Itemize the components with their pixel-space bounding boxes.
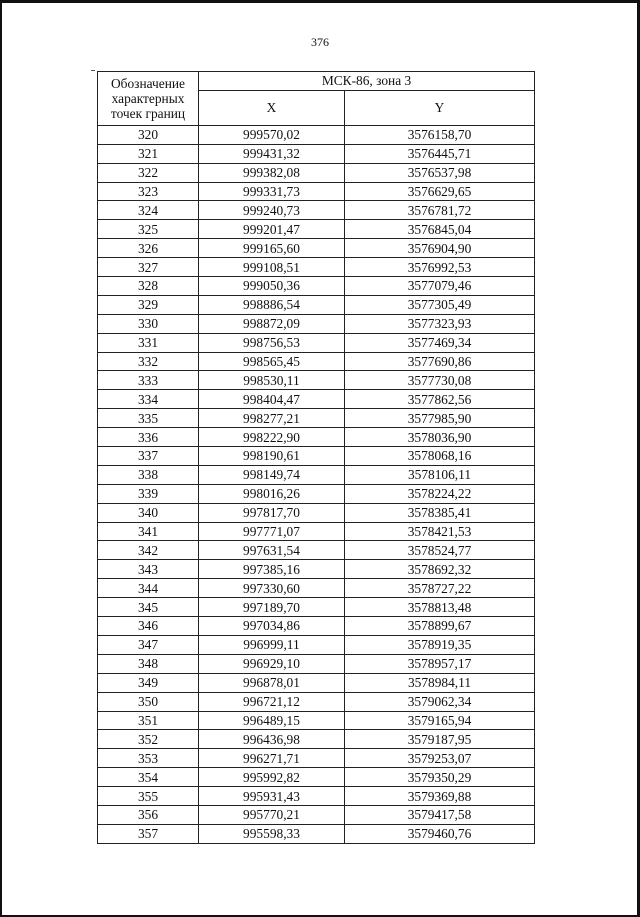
cell-y: 3578957,17 xyxy=(345,654,535,673)
cell-x: 999201,47 xyxy=(199,220,345,239)
cell-y: 3578727,22 xyxy=(345,579,535,598)
table-row xyxy=(98,503,535,522)
cell-x: 998222,90 xyxy=(199,428,345,447)
cell-point-id: 345 xyxy=(98,598,199,617)
cell-y: 3579165,94 xyxy=(345,711,535,730)
cell-point-id: 323 xyxy=(98,182,199,201)
table-row xyxy=(98,371,535,390)
table-row xyxy=(98,163,535,182)
table-row xyxy=(98,428,535,447)
cell-point-id: 320 xyxy=(98,125,199,144)
table-row xyxy=(98,598,535,617)
cell-y: 3576537,98 xyxy=(345,163,535,182)
cell-x: 998886,54 xyxy=(199,295,345,314)
cell-y: 3578919,35 xyxy=(345,635,535,654)
cell-y: 3579187,95 xyxy=(345,730,535,749)
table-row xyxy=(98,239,535,258)
cell-point-id: 334 xyxy=(98,390,199,409)
cell-y: 3578036,90 xyxy=(345,428,535,447)
cell-x: 997631,54 xyxy=(199,541,345,560)
cell-x: 996929,10 xyxy=(199,654,345,673)
table-row xyxy=(98,409,535,428)
table-row xyxy=(98,390,535,409)
cell-point-id: 328 xyxy=(98,277,199,296)
table-row xyxy=(98,541,535,560)
cell-point-id: 335 xyxy=(98,409,199,428)
cell-y: 3579417,58 xyxy=(345,805,535,824)
cell-x: 998277,21 xyxy=(199,409,345,428)
cell-x: 996721,12 xyxy=(199,692,345,711)
cell-point-id: 352 xyxy=(98,730,199,749)
cell-point-id: 344 xyxy=(98,579,199,598)
cell-y: 3577862,56 xyxy=(345,390,535,409)
cell-x: 996878,01 xyxy=(199,673,345,692)
cell-y: 3579369,88 xyxy=(345,787,535,806)
cell-x: 997771,07 xyxy=(199,522,345,541)
table-row xyxy=(98,125,535,144)
cell-x: 998872,09 xyxy=(199,314,345,333)
cell-point-id: 321 xyxy=(98,144,199,163)
cell-x: 999331,73 xyxy=(199,182,345,201)
page-number: 376 xyxy=(311,35,329,49)
cell-y: 3578692,32 xyxy=(345,560,535,579)
cell-y: 3576904,90 xyxy=(345,239,535,258)
cell-point-id: 332 xyxy=(98,352,199,371)
table-row xyxy=(98,484,535,503)
scan-mark xyxy=(91,70,95,71)
cell-x: 995770,21 xyxy=(199,805,345,824)
table-row xyxy=(98,768,535,787)
table-row xyxy=(98,824,535,843)
cell-point-id: 354 xyxy=(98,768,199,787)
cell-point-id: 330 xyxy=(98,314,199,333)
cell-x: 997330,60 xyxy=(199,579,345,598)
cell-y: 3579460,76 xyxy=(345,824,535,843)
table-row xyxy=(98,220,535,239)
table-row xyxy=(98,617,535,636)
cell-x: 999165,60 xyxy=(199,239,345,258)
cell-x: 996999,11 xyxy=(199,635,345,654)
table-row xyxy=(98,333,535,352)
table-row xyxy=(98,295,535,314)
cell-x: 998565,45 xyxy=(199,352,345,371)
table-row xyxy=(98,522,535,541)
cell-x: 999431,32 xyxy=(199,144,345,163)
cell-x: 999108,51 xyxy=(199,258,345,277)
cell-y: 3576445,71 xyxy=(345,144,535,163)
cell-x: 998404,47 xyxy=(199,390,345,409)
cell-y: 3577305,49 xyxy=(345,295,535,314)
cell-point-id: 324 xyxy=(98,201,199,220)
table-row xyxy=(98,635,535,654)
table-row xyxy=(98,447,535,466)
table-row xyxy=(98,465,535,484)
cell-y: 3578813,48 xyxy=(345,598,535,617)
header-x: X xyxy=(199,90,345,125)
cell-x: 999382,08 xyxy=(199,163,345,182)
cell-y: 3579350,29 xyxy=(345,768,535,787)
scan-border-top xyxy=(0,0,640,3)
cell-point-id: 355 xyxy=(98,787,199,806)
cell-y: 3578899,67 xyxy=(345,617,535,636)
cell-y: 3577690,86 xyxy=(345,352,535,371)
cell-y: 3577079,46 xyxy=(345,277,535,296)
cell-x: 995598,33 xyxy=(199,824,345,843)
cell-y: 3578068,16 xyxy=(345,447,535,466)
cell-x: 995992,82 xyxy=(199,768,345,787)
cell-point-id: 357 xyxy=(98,824,199,843)
table-row xyxy=(98,277,535,296)
cell-x: 996271,71 xyxy=(199,749,345,768)
cell-x: 999570,02 xyxy=(199,125,345,144)
cell-x: 998016,26 xyxy=(199,484,345,503)
cell-point-id: 331 xyxy=(98,333,199,352)
table-row xyxy=(98,787,535,806)
cell-x: 996436,98 xyxy=(199,730,345,749)
cell-x: 997817,70 xyxy=(199,503,345,522)
cell-point-id: 333 xyxy=(98,371,199,390)
cell-y: 3578224,22 xyxy=(345,484,535,503)
cell-y: 3579253,07 xyxy=(345,749,535,768)
cell-point-id: 341 xyxy=(98,522,199,541)
cell-x: 996489,15 xyxy=(199,711,345,730)
cell-x: 998190,61 xyxy=(199,447,345,466)
cell-point-id: 327 xyxy=(98,258,199,277)
cell-y: 3578524,77 xyxy=(345,541,535,560)
cell-x: 997034,86 xyxy=(199,617,345,636)
cell-point-id: 326 xyxy=(98,239,199,258)
table-row xyxy=(98,692,535,711)
table-row xyxy=(98,182,535,201)
cell-y: 3578106,11 xyxy=(345,465,535,484)
table-row xyxy=(98,579,535,598)
cell-point-id: 336 xyxy=(98,428,199,447)
table-row xyxy=(98,654,535,673)
cell-y: 3577469,34 xyxy=(345,333,535,352)
cell-point-id: 349 xyxy=(98,673,199,692)
header-designation: Обозначение характерных точек границ xyxy=(98,72,199,126)
cell-y: 3578421,53 xyxy=(345,522,535,541)
cell-x: 998530,11 xyxy=(199,371,345,390)
cell-point-id: 342 xyxy=(98,541,199,560)
cell-point-id: 350 xyxy=(98,692,199,711)
table-row xyxy=(98,314,535,333)
cell-x: 998149,74 xyxy=(199,465,345,484)
cell-point-id: 322 xyxy=(98,163,199,182)
cell-x: 995931,43 xyxy=(199,787,345,806)
table-row xyxy=(98,673,535,692)
scan-border-left xyxy=(0,0,2,917)
table-row xyxy=(98,749,535,768)
cell-y: 3577985,90 xyxy=(345,409,535,428)
header-y: Y xyxy=(345,90,535,125)
cell-point-id: 325 xyxy=(98,220,199,239)
cell-y: 3576781,72 xyxy=(345,201,535,220)
cell-x: 998756,53 xyxy=(199,333,345,352)
table-row xyxy=(98,144,535,163)
cell-y: 3576629,65 xyxy=(345,182,535,201)
cell-x: 999050,36 xyxy=(199,277,345,296)
cell-point-id: 337 xyxy=(98,447,199,466)
cell-y: 3577323,93 xyxy=(345,314,535,333)
cell-point-id: 346 xyxy=(98,617,199,636)
cell-y: 3576158,70 xyxy=(345,125,535,144)
cell-point-id: 356 xyxy=(98,805,199,824)
cell-y: 3576845,04 xyxy=(345,220,535,239)
cell-point-id: 338 xyxy=(98,465,199,484)
table-row xyxy=(98,201,535,220)
cell-y: 3578385,41 xyxy=(345,503,535,522)
cell-point-id: 351 xyxy=(98,711,199,730)
table-row xyxy=(98,711,535,730)
cell-y: 3578984,11 xyxy=(345,673,535,692)
cell-y: 3576992,53 xyxy=(345,258,535,277)
table-body xyxy=(98,125,535,843)
header-coordinate-system: МСК-86, зона 3 xyxy=(199,72,535,91)
table-row xyxy=(98,258,535,277)
cell-point-id: 340 xyxy=(98,503,199,522)
cell-point-id: 329 xyxy=(98,295,199,314)
table-row xyxy=(98,352,535,371)
cell-point-id: 347 xyxy=(98,635,199,654)
cell-x: 999240,73 xyxy=(199,201,345,220)
cell-y: 3579062,34 xyxy=(345,692,535,711)
cell-point-id: 339 xyxy=(98,484,199,503)
cell-x: 997189,70 xyxy=(199,598,345,617)
cell-point-id: 343 xyxy=(98,560,199,579)
cell-point-id: 348 xyxy=(98,654,199,673)
table-row xyxy=(98,805,535,824)
coordinates-table xyxy=(97,71,535,844)
cell-x: 997385,16 xyxy=(199,560,345,579)
table-row xyxy=(98,560,535,579)
cell-y: 3577730,08 xyxy=(345,371,535,390)
table-row xyxy=(98,730,535,749)
cell-point-id: 353 xyxy=(98,749,199,768)
